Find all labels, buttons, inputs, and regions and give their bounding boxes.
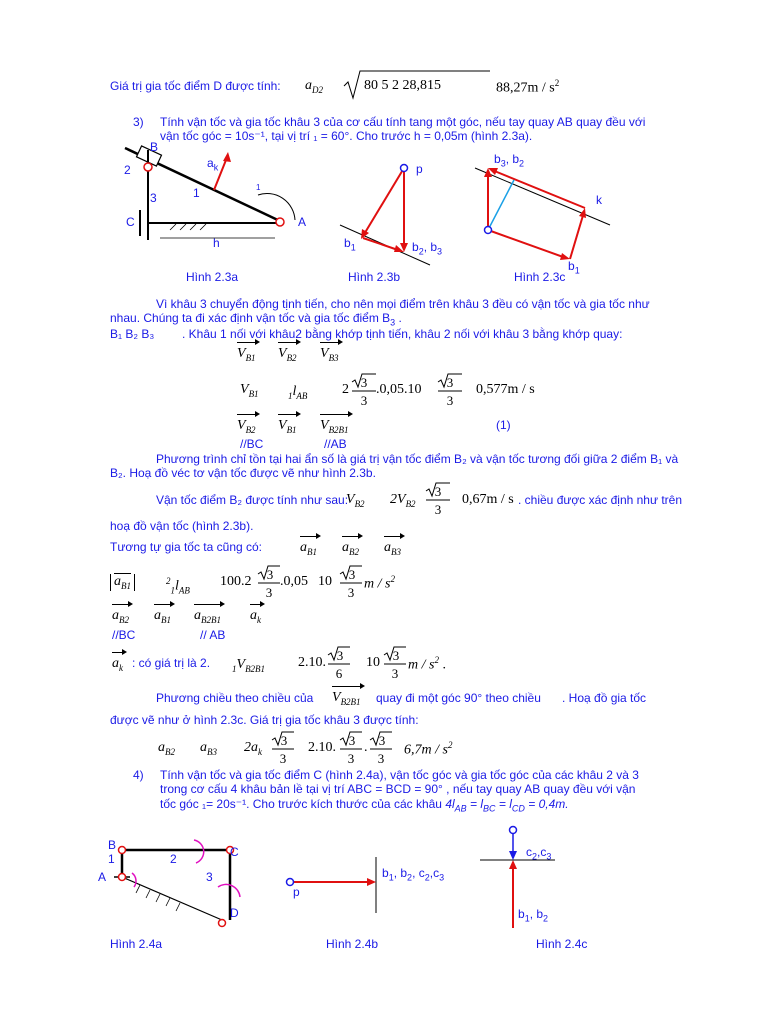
vec-aB2B1: $a_{B2B1}$ [194, 608, 221, 625]
fig23a-label-ak: $a_k$ [207, 156, 219, 173]
eq3-2ak: $2a_k$ [244, 740, 262, 757]
caption-2-3c: Hình 2.3c [514, 270, 566, 284]
eq-ak-omega: $_1V_{B2B1}$ [232, 657, 266, 674]
eq-a-l1c: 10 [318, 574, 332, 589]
eq-vb2: $V_{B2}$ [346, 492, 365, 509]
fig23a-label-3: 3 [150, 191, 157, 205]
caption-2-3a: Hình 2.3a [186, 270, 239, 284]
fig23b-label-b1: $b_1$ [344, 236, 356, 253]
problem-3-line1: Tính vận tốc và gia tốc khâu 3 của cơ cấu tính tang một góc, nếu tay quay AB quay đều với [160, 115, 646, 129]
fig23b-label-p: p [416, 162, 423, 176]
caption-2-3b: Hình 2.3b [348, 270, 401, 284]
svg-text:3: 3 [336, 648, 344, 663]
problem-4-number: 4) [133, 768, 144, 782]
eq-v-result: 0,577m / s [476, 382, 535, 397]
svg-text:3: 3 [347, 585, 355, 600]
fig23c-label-b1: $b_1$ [568, 259, 580, 276]
caption-2-4b: Hình 2.4b [326, 937, 379, 951]
fig23b-label-b23: $b_2$, $b_3$ [412, 240, 443, 257]
vec-aB2-b: $a_{B2}$ [112, 608, 129, 625]
accel-d-result: $88,27m / s^2$ [496, 78, 560, 96]
vec-aB3: $a_{B3}$ [384, 540, 401, 557]
eq-a-l1d: m / $s^2$ [364, 574, 395, 592]
accel-d-label: Giá trị gia tốc điểm D được tính: [110, 79, 281, 93]
vec-VB3: $V_{B3}$ [320, 346, 339, 363]
accel-d-sqrt: 80 5 2 28,815 [364, 78, 441, 93]
svg-text:3: 3 [392, 648, 400, 663]
eq-abs-aB1: $a_{B1}$ [110, 574, 135, 591]
caption-2-4c: Hình 2.4c [536, 937, 588, 951]
problem-4-line1: Tính vận tốc và gia tốc điểm C (hình 2.4a), vận tốc góc và gia tốc góc của các khâu 2 và 3 [160, 768, 639, 782]
svg-text:3: 3 [377, 751, 385, 766]
eq3-aB2: $a_{B2}$ [158, 740, 175, 757]
problem-3-line2: vận tốc góc = 10s⁻¹, tại vị trí ₁ = 60°. Cho trước h = 0,05m (hình 2.3a). [160, 129, 533, 143]
frac-sqrt3-6 [326, 645, 352, 681]
vec-VB2: $V_{B2}$ [278, 346, 297, 363]
svg-text:3: 3 [446, 393, 454, 408]
accel-d-symbol: $a_{D2}$ [305, 78, 323, 95]
eq-v-bc: //BC [240, 437, 264, 451]
svg-text:3: 3 [280, 733, 288, 748]
fig24a-label-A: A [98, 870, 107, 884]
eq-ak-res: 10 [366, 655, 380, 670]
vec-aB1: $a_{B1}$ [300, 540, 317, 557]
vec-ak-b: $a_k$ [112, 656, 123, 673]
svg-text:6: 6 [335, 666, 343, 681]
eq-number-1: (1) [496, 418, 511, 432]
fig24c-label-cc: $c_2,c_3$ [526, 845, 552, 862]
fig23c-label-b32: $b_3$, $b_2$ [494, 152, 525, 169]
frac-sqrt3-3-h [338, 730, 364, 766]
para1-line2: nhau. Chúng ta đi xác định vận tốc và gia tốc điểm $B_3$ . [110, 311, 402, 328]
fig23a-label-2: 2 [124, 163, 131, 177]
eq3-result: $6,7m / s^2$ [404, 740, 453, 758]
para3-line1a: Phương chiều theo chiều của [156, 691, 314, 705]
para3-line1c: . Hoạ đồ gia tốc [562, 691, 647, 705]
svg-text:3: 3 [266, 567, 274, 582]
eq-v-mid: .0,05.10 [376, 382, 422, 397]
vec-VB1: $V_{B1}$ [237, 346, 256, 363]
svg-text:3: 3 [434, 502, 442, 517]
frac-sqrt3-3-g [270, 730, 296, 766]
para2-line3c: . chiều được xác định như trên [518, 493, 683, 507]
svg-text:3: 3 [446, 375, 454, 390]
fig23a-label-1: 1 [193, 186, 200, 200]
problem-3-number: 3) [133, 115, 144, 129]
eq-v-omega: $_1l_{AB}$ [288, 384, 308, 401]
svg-text:3: 3 [265, 585, 273, 600]
para1-line3b: . Khâu 1 nối với khâu2 bằng khớp tịnh tiến, khâu 2 nối với khâu 3 bằng khớp quay: [182, 327, 623, 341]
para2-line5: Tương tự gia tốc ta cũng có: [110, 540, 263, 554]
svg-text:3: 3 [434, 484, 442, 499]
para2-line3a: Vận tốc điểm B₂ được tính như sau: [156, 493, 349, 507]
frac-sqrt3-3-f [382, 645, 408, 681]
fig23a-label-omega: 1 [256, 183, 261, 192]
frac-sqrt3-3-i [368, 730, 394, 766]
fig23a-label-h: h [213, 236, 220, 250]
fig24c-label-bb: $b_1$, $b_2$ [518, 907, 549, 924]
fig24a-label-B: B [108, 838, 117, 852]
vec-ak: $a_k$ [250, 608, 261, 625]
vec-VB1-b: $V_{B1}$ [278, 418, 297, 435]
vec-VB2-b: $V_{B2}$ [237, 418, 256, 435]
para3-line1b: quay đi một góc 90° theo chiều [376, 691, 541, 705]
para1-line1: Vì khâu 3 chuyển động tịnh tiến, cho nên mọi điểm trên khâu 3 đều có vận tốc và gia tốc như [156, 297, 650, 311]
para2-line2: B₂. Hoạ đồ véc tơ vận tốc được vẽ như hình 2.3b. [110, 466, 376, 480]
figure-2-3c [470, 160, 620, 270]
vec-VB2B1: $V_{B2B1}$ [320, 418, 349, 435]
fig24a-label-2: 2 [170, 852, 177, 866]
eq3-aB3: $a_{B3}$ [200, 740, 217, 757]
svg-text:3: 3 [348, 567, 356, 582]
fig24a-label-3: 3 [206, 870, 213, 884]
svg-text:3: 3 [360, 393, 368, 408]
eq-v-two: 2 [342, 382, 349, 397]
eq-a-ab: // AB [200, 628, 226, 642]
eq3-mid: 2.10. [308, 740, 336, 755]
vec-aB2: $a_{B2}$ [342, 540, 359, 557]
eq-a-omega: $^2_1l_{AB}$ [166, 576, 190, 596]
svg-text:3: 3 [347, 751, 355, 766]
fig24a-label-1: 1 [108, 852, 115, 866]
fig24a-label-C: C [230, 845, 239, 859]
svg-text:3: 3 [279, 751, 287, 766]
eq-a-bc: //BC [112, 628, 136, 642]
para3-line2: được vẽ như ở hình 2.3c. Giá trị gia tốc khâu 3 được tính: [110, 713, 419, 727]
frac-sqrt3-3-d [256, 564, 282, 600]
frac-sqrt3-3-b [436, 372, 466, 408]
eq-ak-unit: m / $s^2$ . [408, 655, 446, 673]
eq-ak-text: : có giá trị là 2. [132, 656, 211, 670]
para1-line3a: B₁ B₂ B₃ [110, 327, 155, 341]
svg-text:3: 3 [360, 375, 368, 390]
eq-2vb2: $2V_{B2}$ [390, 492, 416, 509]
eq-ak-mid: 2.10. [298, 655, 326, 670]
para2-line1: Phương trình chỉ tồn tại hai ẩn số là giá trị vận tốc điểm B₂ và vận tốc tương đối giữa 2 điểm B₁ và [156, 452, 679, 466]
fig24b-label-p: p [293, 885, 300, 899]
vec-VB2B1-b: $V_{B2B1}$ [332, 690, 361, 707]
para2-line4: hoạ đồ vận tốc (hình 2.3b). [110, 519, 254, 533]
eq-v-ab: //AB [324, 437, 347, 451]
fig23c-label-k: k [596, 193, 602, 207]
vec-aB1-b: $a_{B1}$ [154, 608, 171, 625]
eq-v-lhs: $V_{B1}$ [240, 382, 259, 399]
problem-4-line2: trong cơ cấu 4 khâu bản lề tại vị trí ABC = BCD = 90° , nếu tay quay AB quay đều với vận [160, 782, 636, 796]
eq-vb2-result: 0,67m / s [462, 492, 514, 507]
svg-text:3: 3 [391, 666, 399, 681]
caption-2-4a: Hình 2.4a [110, 937, 163, 951]
fig23a-label-C: C [126, 215, 135, 229]
svg-text:3: 3 [348, 733, 356, 748]
fig23a-label-A: A [298, 215, 307, 229]
fig23a-label-B: B [150, 140, 159, 154]
frac-sqrt3-3-e [338, 564, 364, 600]
problem-4-line3: tốc góc ₁= 20s⁻¹. Cho trước kích thước của các khâu $4l_{AB} = l_{BC} = l_{CD} = 0,4m$. [160, 797, 569, 814]
eq3-dot: . [364, 740, 368, 755]
svg-text:3: 3 [378, 733, 386, 748]
fig24b-label-points: $b_1$, $b_2$, $c_2,c_3$ [382, 866, 445, 883]
frac-sqrt3-3-c [424, 481, 454, 517]
eq-a-l1a: 100.2 [220, 574, 252, 589]
eq-a-l1b: .0,05 [280, 574, 308, 589]
fig24a-label-D: D [230, 906, 239, 920]
